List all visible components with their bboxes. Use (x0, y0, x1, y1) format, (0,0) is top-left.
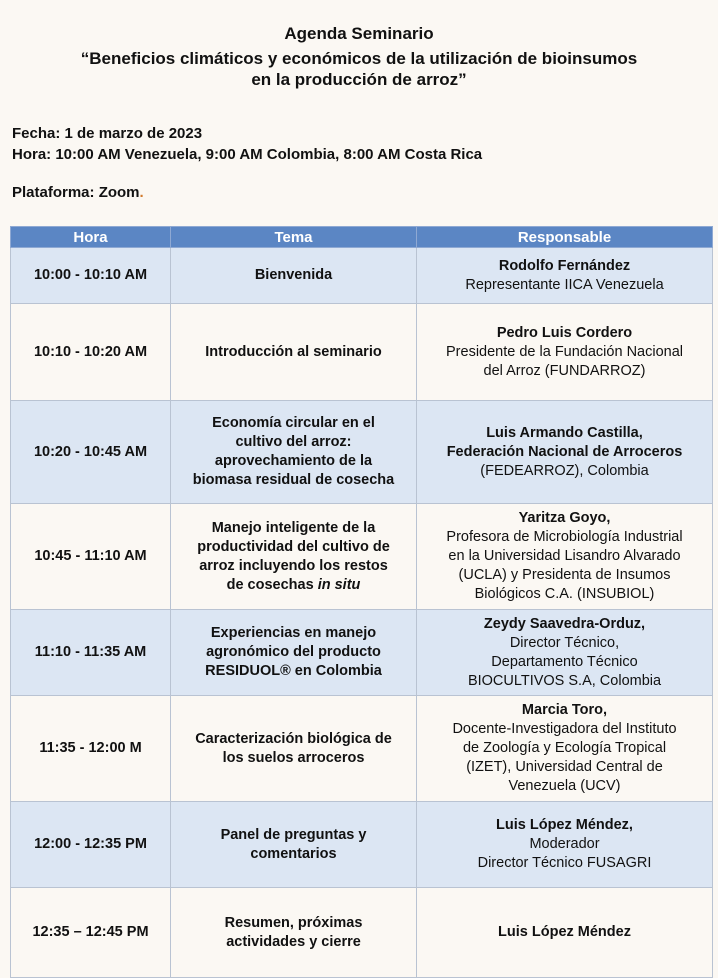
document-header (0, 24, 718, 90)
responsible-detail: Docente-Investigadora del Instituto (452, 721, 677, 737)
topic-line (177, 662, 410, 681)
responsible-name: Luis López Méndez, (496, 817, 633, 833)
responsible-detail: Venezuela (UCV) (508, 778, 621, 794)
topic-cell (171, 696, 417, 802)
time-cell: 11:10 - 11:35 AM (11, 610, 171, 696)
table-row (11, 401, 713, 504)
table-row (11, 610, 713, 696)
agenda-header-row (11, 227, 713, 248)
topic-text: Experiencias en manejo (210, 625, 377, 641)
responsible-detail: (IZET), Universidad Central de (466, 759, 663, 775)
responsible-detail: Director Técnico FUSAGRI (477, 855, 652, 871)
time-cell: 10:10 - 10:20 AM (11, 304, 171, 401)
topic-line (177, 826, 410, 845)
responsible-detail: (UCLA) y Presidenta de Insumos (458, 567, 671, 583)
topic-text: productividad del cultivo de (197, 538, 390, 555)
page-title: Agenda Seminario (284, 24, 434, 43)
topic-cell (171, 888, 417, 978)
responsible-detail: de Zoología y Ecología Tropical (462, 740, 667, 756)
topic-line (177, 576, 410, 595)
topic-text: Caracterización biológica de (195, 730, 392, 747)
responsible-name: Rodolfo Fernández (498, 257, 631, 274)
responsible-name: Pedro Luis Cordero (496, 324, 633, 341)
platform-text: Plataforma: Zoom (12, 184, 140, 201)
responsible-detail: Director Técnico, (509, 634, 620, 651)
responsible-detail: Profesora de Microbiología Industrial (446, 529, 683, 545)
responsible-name: Marcia Toro, (521, 702, 608, 718)
topic-line (177, 749, 410, 768)
topic-line (177, 452, 410, 471)
topic-cell (171, 802, 417, 888)
responsible-name: Zeydy Saavedra-Orduz, (483, 615, 646, 632)
header-responsable: Responsable (417, 227, 713, 248)
topic-text: los suelos arroceros (222, 749, 365, 766)
table-row (11, 304, 713, 401)
topic-cell (171, 401, 417, 504)
topic-text: Panel de preguntas y (220, 826, 367, 843)
responsible-name: Luis López Méndez (498, 924, 631, 940)
topic-line (177, 557, 410, 576)
topic-line (177, 414, 410, 433)
topic-text: comentarios (250, 845, 337, 862)
time-cell: 12:00 - 12:35 PM (11, 802, 171, 888)
responsible-cell (417, 504, 713, 610)
table-row (11, 504, 713, 610)
responsible-cell (417, 696, 713, 802)
topic-text: Economía circular en el (212, 415, 375, 431)
topic-line (177, 471, 410, 490)
topic-cell (171, 248, 417, 304)
topic-line (177, 519, 410, 538)
responsible-cell (417, 802, 713, 888)
responsible-cell (417, 401, 713, 504)
responsible-detail: Biológicos C.A. (INSUBIOL) (474, 586, 655, 602)
time-line: Hora: 10:00 AM Venezuela, 9:00 AM Colombia, 8:00 AM Costa Rica (12, 146, 483, 163)
responsible-detail: en la Universidad Lisandro Alvarado (448, 548, 681, 564)
topic-text: biomasa residual de cosecha (192, 472, 395, 488)
responsible-name: Yaritza Goyo, (518, 510, 611, 526)
responsible-detail: del Arroz (FUNDARROZ) (483, 362, 646, 379)
platform-line (12, 183, 144, 203)
topic-line (177, 845, 410, 864)
platform-dot: . (139, 184, 144, 201)
responsible-detail: Representante IICA Venezuela (465, 276, 664, 293)
topic-cell (171, 610, 417, 696)
subtitle-line-2: en la producción de arroz” (251, 70, 467, 89)
topic-line (177, 433, 410, 452)
topic-line (177, 538, 410, 557)
responsible-detail: BIOCULTIVOS S.A, Colombia (467, 672, 662, 689)
topic-line (177, 914, 410, 933)
date-line: Fecha: 1 de marzo de 2023 (12, 125, 203, 142)
table-row (11, 888, 713, 978)
agenda-table (10, 226, 713, 978)
topic-text: agronómico del producto (206, 644, 381, 660)
time-cell: 10:45 - 11:10 AM (11, 504, 171, 610)
seminar-subtitle (0, 48, 718, 90)
responsible-cell (417, 610, 713, 696)
topic-line (177, 624, 410, 643)
topic-text: aprovechamiento de la (214, 453, 373, 469)
topic-line (177, 343, 410, 362)
header-tema: Tema (171, 227, 417, 248)
header-hora: Hora (11, 227, 171, 248)
subtitle-line-1: “Beneficios climáticos y económicos de la utilización de bioinsumos (80, 49, 638, 68)
responsible-detail: (FEDEARROZ), Colombia (480, 462, 649, 479)
responsible-detail: Departamento Técnico (491, 653, 638, 670)
responsible-name: Luis Armando Castilla, (486, 424, 643, 441)
topic-text: actividades y cierre (226, 933, 361, 950)
responsible-cell (417, 248, 713, 304)
topic-cell (171, 504, 417, 610)
topic-text: de cosechas (226, 576, 318, 593)
topic-text: cultivo del arroz: (235, 434, 352, 450)
topic-text: RESIDUOL® en Colombia (205, 663, 382, 679)
time-cell: 10:00 - 10:10 AM (11, 248, 171, 304)
topic-cell (171, 304, 417, 401)
time-cell: 10:20 - 10:45 AM (11, 401, 171, 504)
topic-line (177, 643, 410, 662)
responsible-detail: Moderador (529, 836, 600, 852)
responsible-cell (417, 888, 713, 978)
time-cell: 12:35 – 12:45 PM (11, 888, 171, 978)
topic-text: Resumen, próximas (224, 914, 363, 931)
topic-italic-text: in situ (317, 576, 361, 593)
table-row (11, 248, 713, 304)
responsible-detail: Presidente de la Fundación Nacional (446, 343, 683, 360)
time-cell: 11:35 - 12:00 M (11, 696, 171, 802)
topic-text: Introducción al seminario (205, 343, 382, 360)
topic-text: Bienvenida (254, 267, 333, 283)
topic-line (177, 933, 410, 952)
topic-text: Manejo inteligente de la (211, 519, 376, 536)
topic-text: arroz incluyendo los restos (199, 557, 388, 574)
responsible-cell (417, 304, 713, 401)
topic-line (177, 730, 410, 749)
table-row (11, 802, 713, 888)
topic-line (177, 266, 410, 285)
table-row (11, 696, 713, 802)
responsible-name: Federación Nacional de Arroceros (446, 443, 683, 460)
